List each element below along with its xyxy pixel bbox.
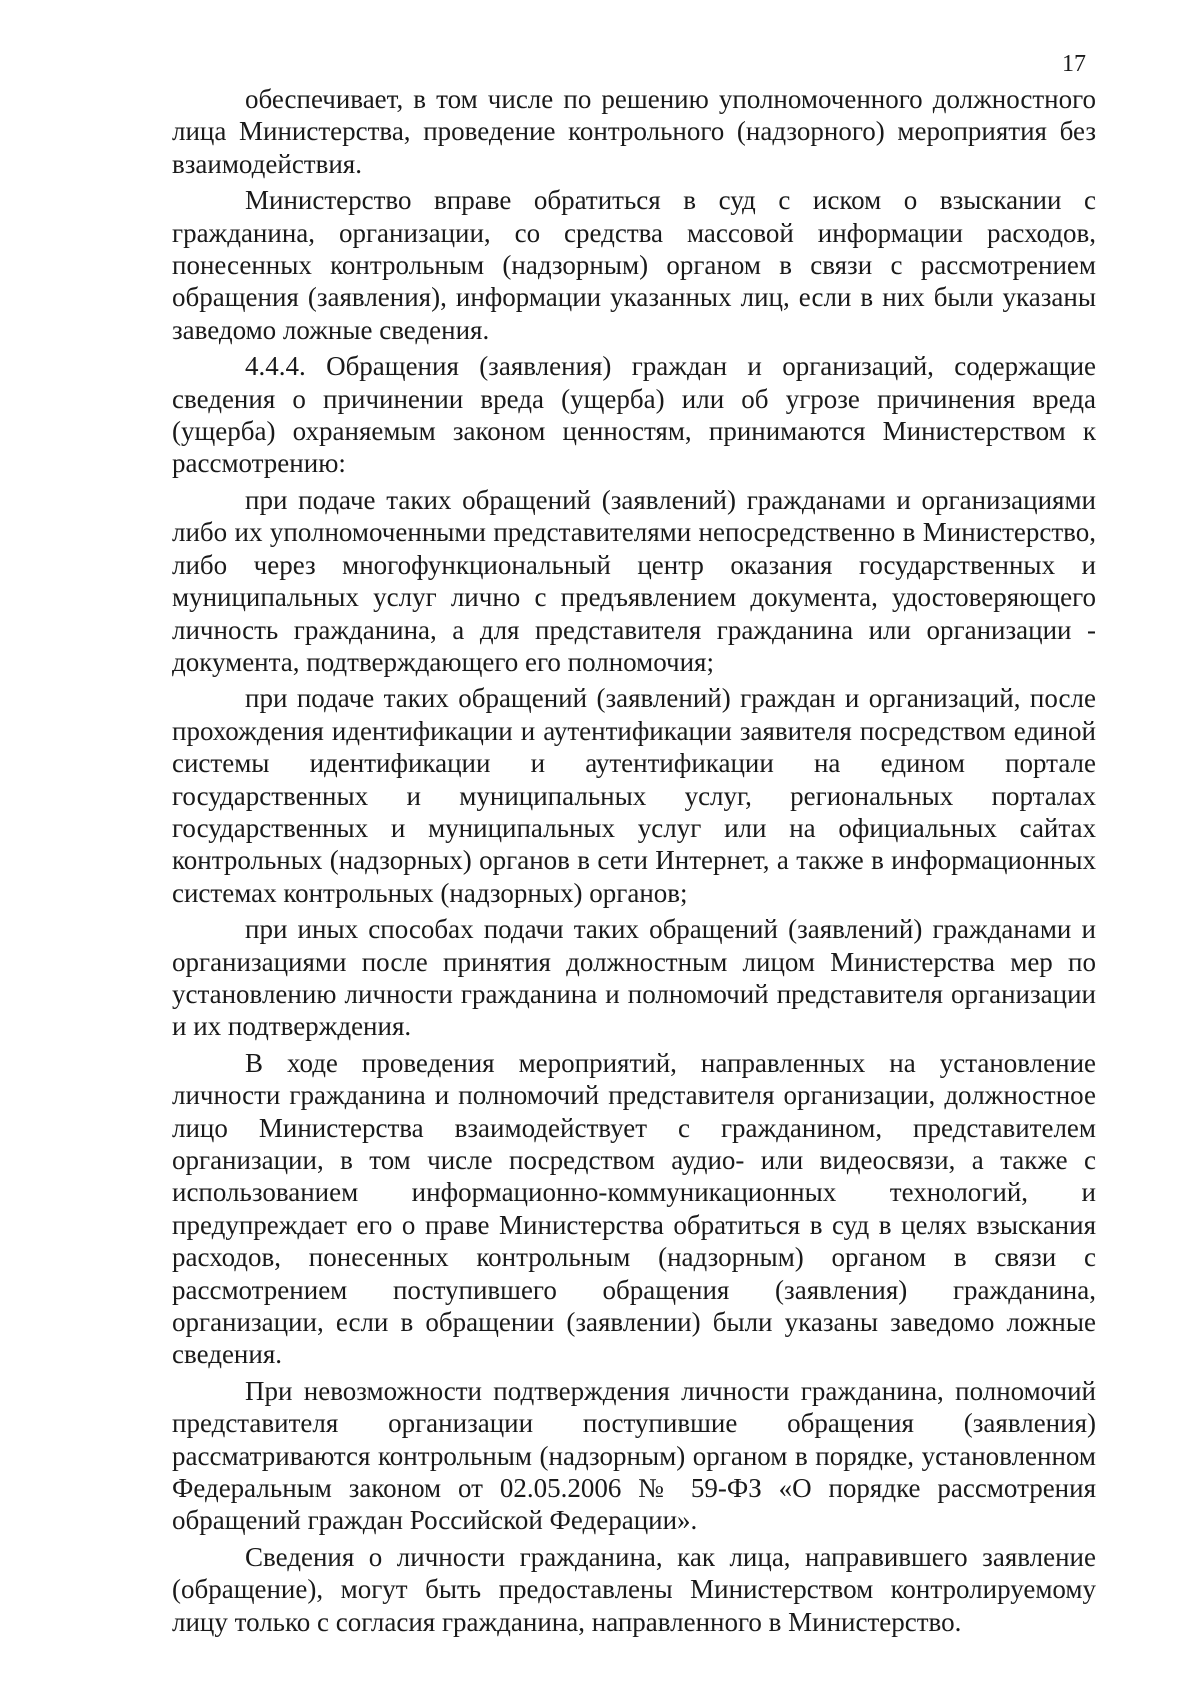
page-number: 17 [1062,51,1086,77]
paragraph-online-submission: при подаче таких обращений (заявлений) граждан и организаций, после прохождения идентификации и аутентификации заявителя посредством единой системы идентификации и аутентификации на едином портале государственных и муниципальных услуг, региональных порталах государственных и муниципальных услуг или на официальных сайтах контрольных (надзорных) органов в сети Интернет, а также в информационных системах контрольных (надзорных) органов; [172,683,1096,908]
paragraph-court-claim: Министерство вправе обратиться в суд с иском о взыскании с гражданина, организации, со средства массовой информации расходов, понесенных контрольным (надзорным) органом в связи с рассмотрением обращения (заявления), информации указанных лиц, если в них были указаны заведомо ложные сведения. [172,185,1096,345]
paragraph-identification-measures: В ходе проведения мероприятий, направленных на установление личности гражданина и полномочий представителя организации, должностное лицо Министерства взаимодействует с гражданином, представителем организации, в том числе посредством аудио- или видеосвязи, а также с использованием информационно-коммуникационных технологий, и предупреждает его о праве Министерства обратиться в суд в целях взыскания расходов, понесенных контрольным (надзорным) органом в связи с рассмотрением поступившего обращения (заявления) гражданина, организации, если в обращении (заявлении) были указаны заведомо ложные сведения. [172,1047,1096,1370]
paragraph-4-4-4: 4.4.4. Обращения (заявления) граждан и организаций, содержащие сведения о причинении вреда (ущерба) или об угрозе причинения вреда (ущерба) охраняемым законом ценностям, принимаются Министерством к рассмотрению: [172,351,1096,479]
paragraph-in-person-submission: при подаче таких обращений (заявлений) гражданами и организациями либо их уполномоченными представителями непосредственно в Министерство, либо через многофункциональный центр оказания государственных и муниципальных услуг лично с предъявлением документа, удостоверяющего личность гражданина, а для представителя гражданина или организации - документа, подтверждающего его полномочия; [172,484,1096,677]
paragraph-personal-data-disclosure: Сведения о личности гражданина, как лица, направившего заявление (обращение), могут быть предоставлены Министерством контролируемому лицу только с согласия гражданина, направленного в Министерство. [172,1541,1096,1637]
paragraph-other-submission: при иных способах подачи таких обращений (заявлений) гражданами и организациями после принятия должностным лицом Министерства мер по установлению личности гражданина и полномочий представителя организации и их подтверждения. [172,914,1096,1042]
paragraph-continuation: обеспечивает, в том числе по решению уполномоченного должностного лица Министерства, проведение контрольного (надзорного) мероприятия без взаимодействия. [172,84,1096,179]
paragraph-identity-not-confirmed: При невозможности подтверждения личности гражданина, полномочий представителя организации поступившие обращения (заявления) рассматриваются контрольным (надзорным) органом в порядке, установленном Федеральным законом от 02.05.2006 № 59-ФЗ «О порядке рассмотрения обращений граждан Российской Федерации». [172,1375,1096,1536]
document-body [172,83,1096,1642]
